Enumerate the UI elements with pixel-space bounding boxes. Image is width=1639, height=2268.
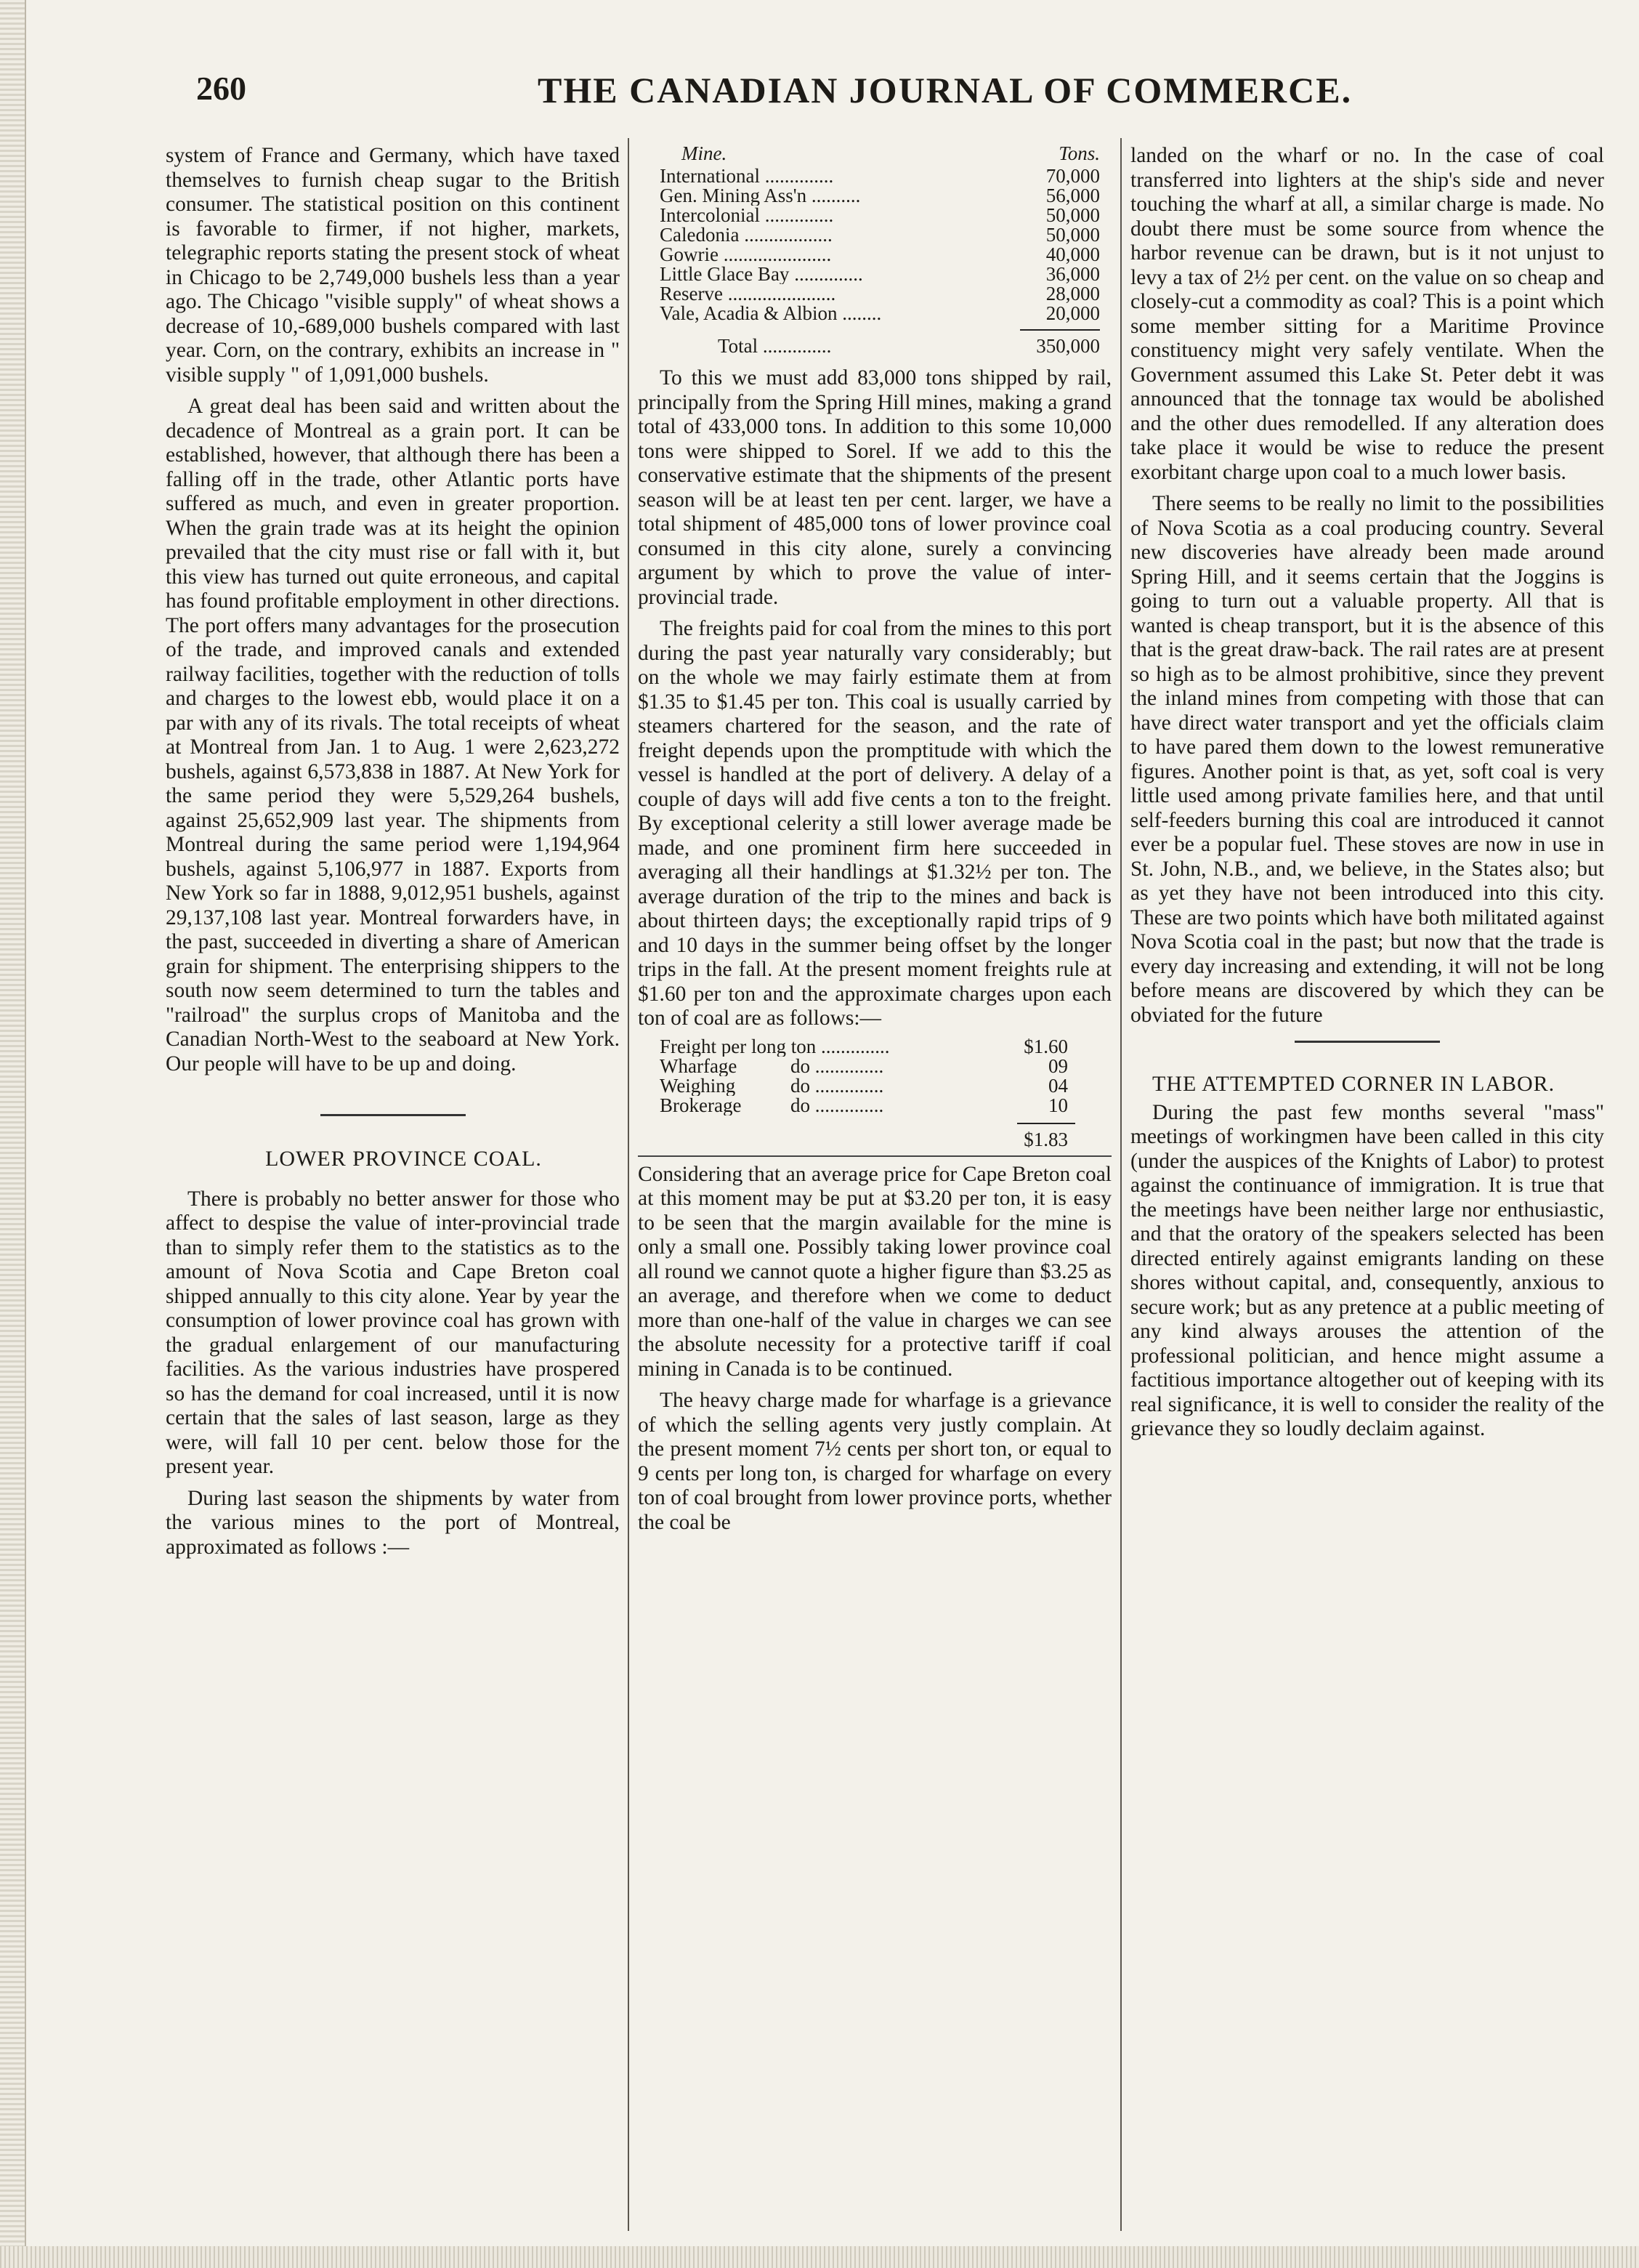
page-edge-left: [0, 0, 26, 2268]
mine-name: Vale, Acadia & Albion: [660, 304, 838, 323]
charge-item: Brokerage: [660, 1095, 742, 1115]
paragraph: During the past few months several "mass" meetings of workingmen have been called in this city (under the auspices of the Knights of Labor) to protest against the continuance of immigration. It is true that the meetings have been neither large nor enthusiastic, and that the oratory of the speakers selected has been directed entirely against emigrants landing on these shores without capital, and, consequently, anxious to secure work; but as any pretence at a public meeting of any kind always arouses the attention of the professional politician, and hence might assume a factitious importance altogether out of keeping with its real significance, it is well to consider the reality of the grievance they so loudly declaim against.: [1130, 1100, 1604, 1440]
journal-title: THE CANADIAN JOURNAL OF COMMERCE.: [538, 70, 1353, 110]
total-rule: [1020, 329, 1100, 331]
mine-tons: 20,000: [1045, 302, 1100, 324]
table-row: Little Glace Bay .............. 36,000: [638, 265, 1112, 284]
table-header-tons: Tons.: [1059, 144, 1100, 164]
paragraph: During last season the shipments by water from the various mines to the port of Montreal, approximated as follows :—: [166, 1486, 620, 1559]
column-2: [638, 144, 1112, 2222]
mine-tons: 50,000: [1045, 224, 1100, 246]
table-total-row: Total .............. 350,000: [638, 336, 1112, 356]
mine-tons: 40,000: [1045, 243, 1100, 265]
table-row: Gowrie ...................... 40,000: [638, 245, 1112, 265]
mine-shipments-table: [638, 144, 1112, 356]
page-number: 260: [196, 70, 246, 107]
table-row: Freight per long ton .............. $1.60: [638, 1037, 1112, 1057]
column-rule: [628, 138, 629, 2231]
table-total-row: [638, 1130, 1112, 1150]
charge-item: Weighing: [660, 1076, 736, 1096]
table-row: Vale, Acadia & Albion ........ 20,000: [638, 304, 1112, 323]
mine-tons: 28,000: [1045, 283, 1100, 304]
paragraph: The freights paid for coal from the mines to this port during the past year naturally vary considerably; but on the whole we may fairly estimate them at from $1.35 to $1.45 per ton. This coal is usually carried by steamers chartered for the season, and the rate of freight depends upon the promptitude with which the vessel is handled at the port of delivery. A delay of a couple of days will add five cents a ton to the freight. By exceptional celerity a still lower average made be made, and one prominent firm here succeeded in averaging all their handlings at $1.32½ per ton. The average duration of the trip to the mines and back is about thirteen days; the exceptionally rapid trips of 9 and 10 days in the summer being offset by the longer trips in the fall. At the present moment freights rule at $1.60 per ton and the approximate charges upon each ton of coal are as follows:—: [638, 617, 1112, 1030]
table-row: Wharfage do .............. 09: [638, 1057, 1112, 1076]
paragraph: landed on the wharf or no. In the case of coal transferred into lighters at the ship's side and never touching the wharf at all, a similar charge is made. No doubt there must be some source from whence the harbor revenue can be drawn, but is it not unjust to levy a tax of 2½ per cent. on the value on so cheap and closely-cut a commodity as coal? This is a point which some member sitting for a Maritime Province constituency might very safely ventilate. When the Government assumed this Lake St. Peter debt it was announced that the tonnage tax would be abolished and the other dues remodelled. If any alteration does take place it would be wise to reduce the present exorbitant charge upon coal to a much lower basis.: [1130, 144, 1604, 484]
charge-amount: 04: [1048, 1074, 1068, 1097]
mine-name: International: [660, 166, 760, 186]
charge-item: Wharfage: [660, 1056, 737, 1076]
section-title: LOWER PROVINCE COAL.: [265, 1147, 542, 1171]
table-row: Gen. Mining Ass'n .......... 56,000: [638, 186, 1112, 206]
charge-item: Freight per long ton: [660, 1036, 817, 1057]
paragraph: Considering that an average price for Cape Breton coal at this moment may be put at $3.20 per ton, it is easy to be seen that the margin available for the mine is only a small one. Possibly taking lower province coal all round we cannot quote a higher figure than $3.25 as an average, and therefore when we come to deduct more than one-half of the value in charges we can see the absolute necessity for a protective tariff if coal mining in Canada is to be continued.: [638, 1162, 1112, 1381]
section-title: THE ATTEMPTED CORNER IN LABOR.: [1152, 1072, 1555, 1096]
charges-total: $1.83: [1024, 1128, 1068, 1150]
charge-amount: $1.60: [1024, 1035, 1068, 1057]
ditto-mark: do: [790, 1076, 810, 1096]
total-value: 350,000: [1036, 335, 1100, 357]
mine-name: Gen. Mining Ass'n: [660, 186, 807, 206]
column-3: [1130, 144, 1604, 2222]
paragraph: To this we must add 83,000 tons shipped by rail, principally from the Spring Hill mines, making a grand total of 433,000 tons. In addition to this some 10,000 tons were shipped to Sorel. If we add to this the conservative estimate that the shipments of the present season will be at least ten per cent. larger, we have a total shipment of 485,000 tons of lower province coal consumed in this city alone, surely a convincing argument by which to prove the value of inter-provincial trade.: [638, 366, 1112, 609]
mine-tons: 36,000: [1045, 263, 1100, 285]
mine-tons: 50,000: [1045, 204, 1100, 226]
charge-amount: 09: [1048, 1054, 1068, 1077]
paragraph: system of France and Germany, which have taxed themselves to furnish cheap sugar to the British consumer. The statistical position on this continent is favorable to firmer, if not higher, markets, telegraphic reports stating the present stock of wheat in Chicago to be 2,749,000 bushels less than a year ago. The Chicago "visible supply" of wheat shows a decrease of 10,-689,000 bushels compared with last year. Corn, on the contrary, exhibits an increase in " visible supply " of 1,091,000 bushels.: [166, 144, 620, 387]
table-row: Caledonia .................. 50,000: [638, 225, 1112, 245]
charges-table: [638, 1037, 1112, 1150]
ditto-mark: do: [790, 1056, 810, 1076]
paragraph: A great deal has been said and written about the decadence of Montreal as a grain port. It can be established, however, that although there has been a falling off in the trade, other Atlantic ports have suffered as much, and even in greater proportion. When the grain trade was at its height the opinion prevailed that the city must rise or fall with it, but this view has turned out quite erroneous, and capital has found profitable employment in other directions. The port offers many advantages for the prosecution of the trade, and improved canals and extended railway facilities, together with the reduction of tolls and charges to the lowest ebb, would place it on a par with any of its rivals. The total receipts of wheat at Montreal from Jan. 1 to Aug. 1 were 2,623,272 bushels, against 6,573,838 in 1887. At New York for the same period they were 5,529,264 bushels, against 25,652,909 last year. The shipments from Montreal during the same period were 1,194,964 bushels, against 5,106,977 in 1887. Exports from New York so far in 1888, 9,012,951 bushels, against 29,137,108 last year. Montreal forwarders have, in the past, succeeded in diverting a share of American grain for shipment. The enterprising shippers to the south now seem determined to turn the tables and "railroad" the surplus crops of Manitoba and the Canadian North-West to the seaboard at New York. Our people will have to be up and doing.: [166, 395, 620, 1076]
paragraph: There is probably no better answer for those who affect to despise the value of inter-provincial trade than to simply refer them to the statistics as to the amount of Nova Scotia and Cape Breton coal shipped annually to this city alone. Year by year the consumption of lower province coal has grown with the gradual enlargement of our manufacturing facilities. As the various industries have prospered so has the demand for coal increased, until it is now certain that the sales of last season, large as they were, will fall 10 per cent. below those for the present year.: [166, 1187, 620, 1478]
table-row: Brokerage do .............. 10: [638, 1096, 1112, 1115]
mine-tons: 70,000: [1045, 165, 1100, 187]
page-header: [196, 69, 1577, 127]
page-edge-bottom: [0, 2246, 1639, 2268]
table-header-mine: Mine.: [681, 144, 727, 164]
table-row: Reserve ...................... 28,000: [638, 284, 1112, 304]
mine-name: Little Glace Bay: [660, 265, 790, 284]
mine-tons: 56,000: [1045, 185, 1100, 206]
paragraph: There seems to be really no limit to the possibilities of Nova Scotia as a coal producing country. Several new discoveries have already been made around Spring Hill, and it seems certain that the Joggins is going to turn out a valuable property. All that is wanted is cheap transport, but it is the absence of this that is the great draw-back. The rail rates are at present so high as to be almost prohibitive, since they prevent the inland mines from competing with those that can have direct water transport and yet the officials claim to have pared them down to the lowest remunerative figures. Another point is that, as yet, soft coal is very little used among private families here, and that until self-feeders burning this coal are introduced it cannot ever be a popular fuel. These stoves are now in use in St. John, N.B., and, we believe, in the States also; but as yet they have not been introduced into this city. These are two points which have both militated against Nova Scotia coal in the past; but now that the trade is every day increasing and extending, it will not be long before means are discovered by which they can be obviated for the future: [1130, 492, 1604, 1027]
mine-name: Gowrie: [660, 245, 719, 265]
mine-name: Intercolonial: [660, 206, 760, 225]
table-row: International .............. 70,000: [638, 166, 1112, 186]
charge-amount: 10: [1048, 1094, 1068, 1116]
total-label: Total: [718, 336, 758, 356]
ditto-mark: do: [790, 1095, 810, 1115]
table-row: Intercolonial .............. 50,000: [638, 206, 1112, 225]
paragraph: The heavy charge made for wharfage is a grievance of which the selling agents very justly complain. At the present moment 7½ cents per short ton, or equal to 9 cents per long ton, is charged for wharfage on every ton of coal brought from lower province ports, whether the coal be: [638, 1389, 1112, 1534]
column-1: [166, 144, 620, 2222]
column-rule: [1120, 138, 1122, 2231]
table-row: Weighing do .............. 04: [638, 1076, 1112, 1096]
total-rule: [1017, 1123, 1075, 1124]
mine-name: Reserve: [660, 284, 723, 304]
mine-name: Caledonia: [660, 225, 740, 245]
